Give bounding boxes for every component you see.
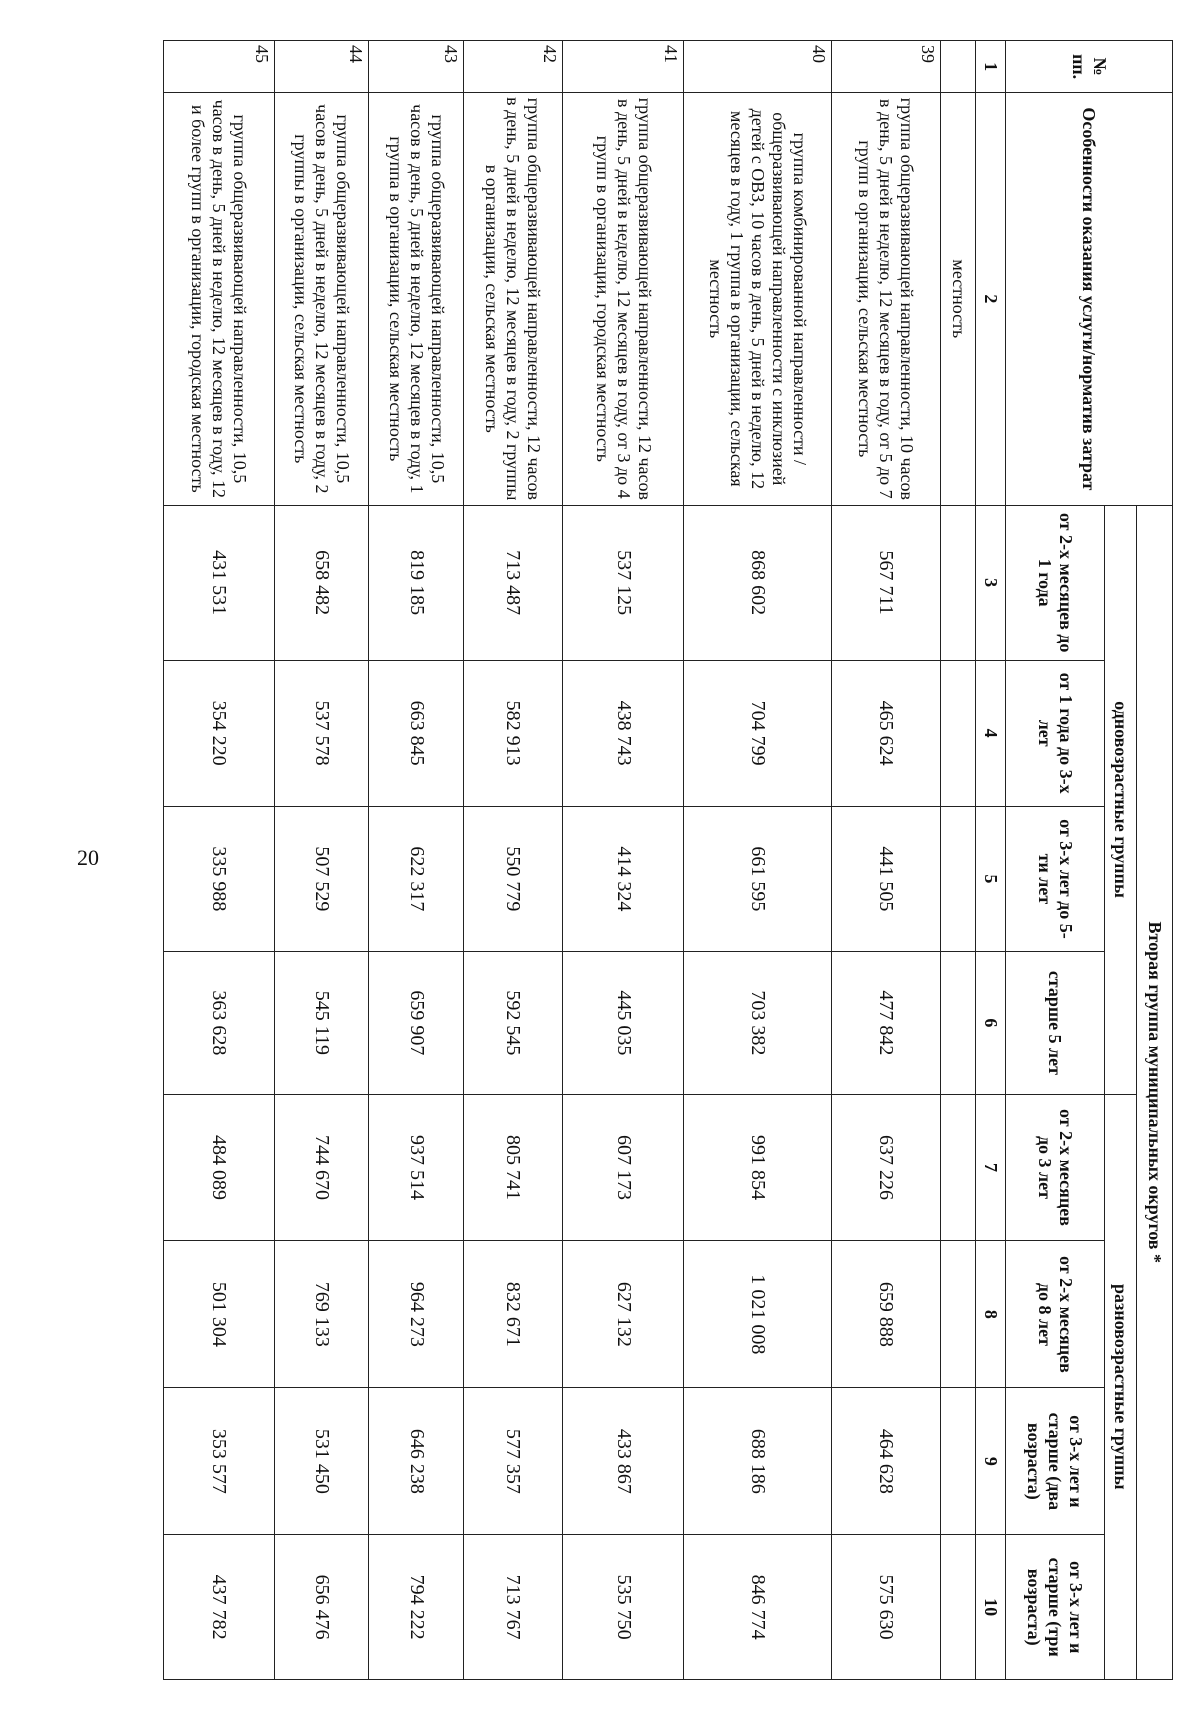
cost-value: 622 317 (369, 806, 464, 952)
row-description: группа общеразвивающей направленности, 10 часов в день, 5 дней в неделю, 12 месяцев в году, от 5 до 7 групп в организации, сельская местность (831, 93, 941, 505)
table-row (684, 41, 832, 1680)
cost-value: 535 750 (563, 1535, 684, 1680)
continuation-row (941, 41, 976, 1680)
row-description: группа общеразвивающей направленности, 12 часов в день, 5 дней в неделю, 12 месяцев в году, от 3 до 4 групп в организации, городская местность (563, 93, 684, 505)
header-single-age: одновозрастные группы (1104, 505, 1136, 1094)
cost-value: 991 854 (684, 1094, 832, 1241)
cost-value: 441 505 (831, 806, 941, 952)
table-row (164, 41, 275, 1680)
row-number: 39 (831, 41, 941, 93)
cost-value: 713 487 (463, 505, 562, 660)
cost-value: 1 021 008 (684, 1241, 832, 1388)
column-number: 8 (975, 1241, 1005, 1388)
cost-value: 537 125 (563, 505, 684, 660)
cost-value: 656 476 (274, 1535, 369, 1680)
cost-value: 353 577 (164, 1388, 275, 1535)
table-row (369, 41, 464, 1680)
empty-cell (941, 806, 976, 952)
header-mixed-age: разновозрастные группы (1104, 1094, 1136, 1679)
column-number: 1 (975, 41, 1005, 93)
cost-value: 335 988 (164, 806, 275, 952)
column-number: 6 (975, 952, 1005, 1094)
column-number: 10 (975, 1535, 1005, 1680)
cost-value: 658 482 (274, 505, 369, 660)
cost-value: 769 133 (274, 1241, 369, 1388)
continuation-text: местность (941, 93, 976, 505)
column-number-row (975, 41, 1005, 1680)
row-description: группа общеразвивающей направленности, 10,5 часов в день, 5 дней в неделю, 12 месяцев в году, 2 группы в организации, сельская местность (274, 93, 369, 505)
cost-value: 794 222 (369, 1535, 464, 1680)
cost-value: 704 799 (684, 660, 832, 806)
cost-value: 501 304 (164, 1241, 275, 1388)
cost-value: 937 514 (369, 1094, 464, 1241)
empty-cell (941, 1388, 976, 1535)
header-age: от 2-х месяцев до 1 года (1005, 505, 1104, 660)
column-number: 7 (975, 1094, 1005, 1241)
column-number: 9 (975, 1388, 1005, 1535)
table-row (831, 41, 941, 1680)
cost-value: 363 628 (164, 952, 275, 1094)
cost-value: 477 842 (831, 952, 941, 1094)
table-row (274, 41, 369, 1680)
table-row (463, 41, 562, 1680)
cost-value: 661 595 (684, 806, 832, 952)
rotated-table-container (163, 40, 1173, 1680)
header-age: от 2-х месяцев до 8 лет (1005, 1241, 1104, 1388)
continuation-num (941, 41, 976, 93)
cost-value: 507 529 (274, 806, 369, 952)
cost-value: 659 907 (369, 952, 464, 1094)
header-age: от 3-х лет до 5-ти лет (1005, 806, 1104, 952)
cost-value: 592 545 (463, 952, 562, 1094)
header-num: № пп. (1005, 41, 1172, 93)
row-number: 40 (684, 41, 832, 93)
header-age: от 3-х лет и старше (три возраста) (1005, 1535, 1104, 1680)
cost-value: 445 035 (563, 952, 684, 1094)
column-number: 3 (975, 505, 1005, 660)
row-description: группа комбинированной направленности / общеразвивающей направленности с инклюзией детей с ОВЗ, 10 часов в день, 5 дней в неделю, 12 месяцев в году, 1 группа в организации, сельская местность (684, 93, 832, 505)
cost-value: 484 089 (164, 1094, 275, 1241)
header-age: от 3-х лет и старше (два возраста) (1005, 1388, 1104, 1535)
cost-norms-table (163, 40, 1173, 1680)
cost-value: 703 382 (684, 952, 832, 1094)
cost-value: 437 782 (164, 1535, 275, 1680)
row-description: группа общеразвивающей направленности, 10,5 часов в день, 5 дней в неделю, 12 месяцев в году, 12 и более групп в организации, городская местность (164, 93, 275, 505)
row-description: группа общеразвивающей направленности, 12 часов в день, 5 дней в неделю, 12 месяцев в году, 2 группы в организации, сельская местность (463, 93, 562, 505)
empty-cell (941, 1094, 976, 1241)
row-number: 44 (274, 41, 369, 93)
empty-cell (941, 660, 976, 806)
cost-value: 607 173 (563, 1094, 684, 1241)
cost-value: 663 845 (369, 660, 464, 806)
cost-value: 627 132 (563, 1241, 684, 1388)
cost-value: 431 531 (164, 505, 275, 660)
column-number: 4 (975, 660, 1005, 806)
cost-value: 713 767 (463, 1535, 562, 1680)
row-number: 45 (164, 41, 275, 93)
row-number: 41 (563, 41, 684, 93)
empty-cell (941, 952, 976, 1094)
cost-value: 832 671 (463, 1241, 562, 1388)
cost-value: 805 741 (463, 1094, 562, 1241)
header-group-title: Вторая группа муниципальных округов * (1137, 505, 1173, 1679)
cost-value: 582 913 (463, 660, 562, 806)
empty-cell (941, 1241, 976, 1388)
cost-value: 637 226 (831, 1094, 941, 1241)
cost-value: 646 238 (369, 1388, 464, 1535)
row-number: 43 (369, 41, 464, 93)
cost-value: 567 711 (831, 505, 941, 660)
cost-value: 531 450 (274, 1388, 369, 1535)
cost-value: 550 779 (463, 806, 562, 952)
header-age: от 1 года до 3-х лет (1005, 660, 1104, 806)
cost-value: 964 273 (369, 1241, 464, 1388)
empty-cell (941, 1535, 976, 1680)
header-desc: Особенности оказания услуги/норматив затрат (1005, 93, 1172, 505)
page-number: 20 (77, 845, 99, 870)
column-number: 5 (975, 806, 1005, 952)
cost-value: 438 743 (563, 660, 684, 806)
row-description: группа общеразвивающей направленности, 10,5 часов в день, 5 дней в неделю, 12 месяцев в году, 1 группа в организации, сельская местность (369, 93, 464, 505)
cost-value: 575 630 (831, 1535, 941, 1680)
row-number: 42 (463, 41, 562, 93)
header-age: от 2-х месяцев до 3 лет (1005, 1094, 1104, 1241)
cost-value: 577 357 (463, 1388, 562, 1535)
cost-value: 464 628 (831, 1388, 941, 1535)
cost-value: 846 774 (684, 1535, 832, 1680)
cost-value: 819 185 (369, 505, 464, 660)
header-age: старше 5 лет (1005, 952, 1104, 1094)
column-number: 2 (975, 93, 1005, 505)
table-body (164, 41, 941, 1680)
empty-cell (941, 505, 976, 660)
cost-value: 659 888 (831, 1241, 941, 1388)
cost-value: 688 186 (684, 1388, 832, 1535)
cost-value: 744 670 (274, 1094, 369, 1241)
cost-value: 868 602 (684, 505, 832, 660)
cost-value: 545 119 (274, 952, 369, 1094)
cost-value: 414 324 (563, 806, 684, 952)
cost-value: 354 220 (164, 660, 275, 806)
cost-value: 537 578 (274, 660, 369, 806)
table-row (563, 41, 684, 1680)
cost-value: 433 867 (563, 1388, 684, 1535)
cost-value: 465 624 (831, 660, 941, 806)
